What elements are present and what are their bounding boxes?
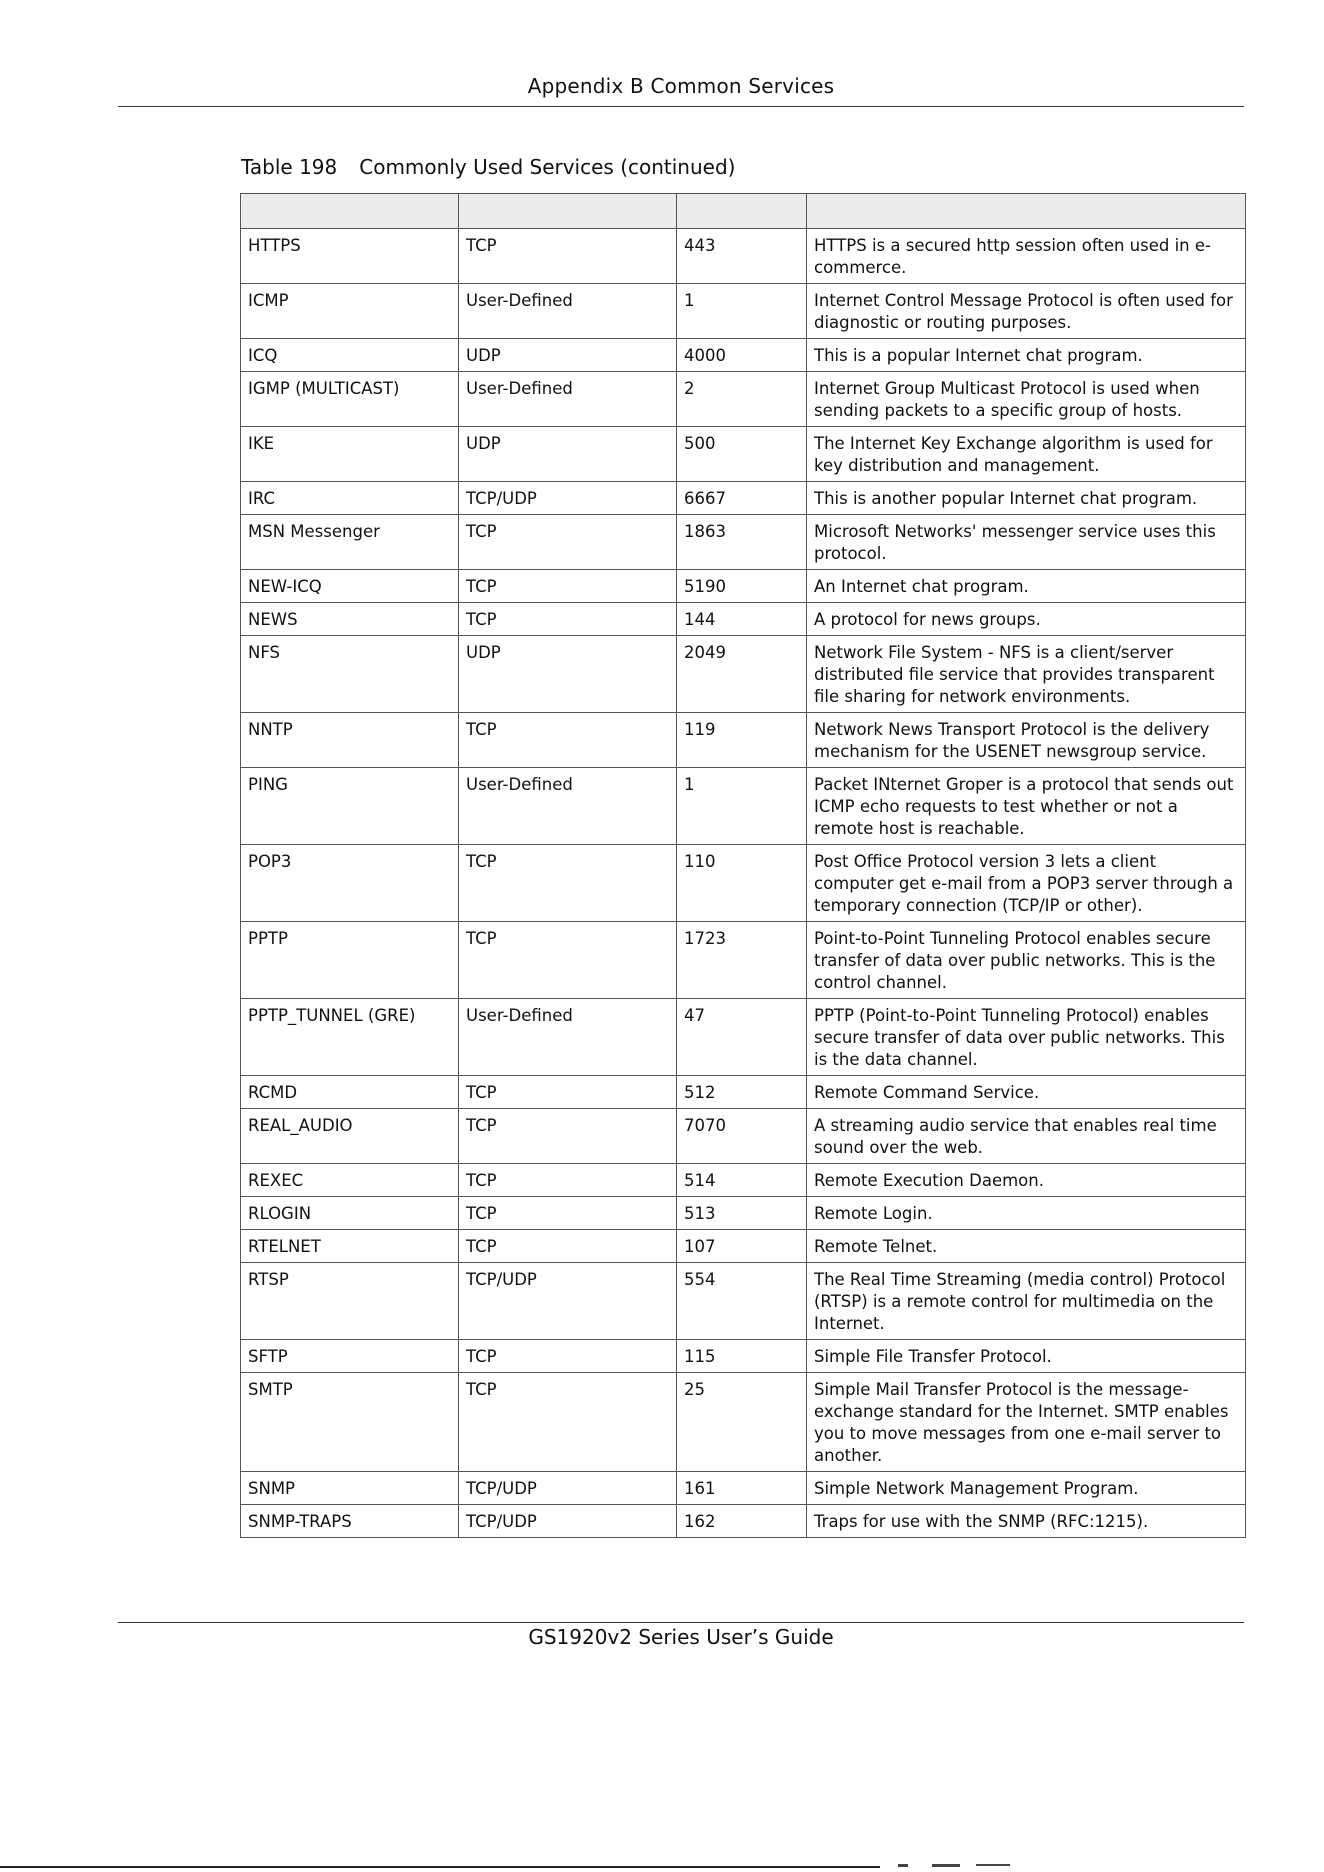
cell-port: 1	[677, 768, 807, 845]
column-header-description	[807, 194, 1246, 229]
cell-protocol: User-Defined	[459, 999, 677, 1076]
cell-description: PPTP (Point-to-Point Tunneling Protocol) enables secure transfer of data over public networks. This is the data channel.	[807, 999, 1246, 1076]
cell-port: 162	[677, 1505, 807, 1538]
cell-description: This is another popular Internet chat program.	[807, 482, 1246, 515]
cell-port: 512	[677, 1076, 807, 1109]
table-number: Table 198	[241, 155, 338, 179]
page-header: Appendix B Common Services	[527, 74, 835, 98]
header-divider	[118, 106, 1244, 107]
cell-name: RLOGIN	[241, 1197, 459, 1230]
cell-name: RCMD	[241, 1076, 459, 1109]
cell-name: NFS	[241, 636, 459, 713]
cell-description: Post Office Protocol version 3 lets a client computer get e-mail from a POP3 server through a temporary connection (TCP/IP or other).	[807, 845, 1246, 922]
table-row	[241, 636, 1246, 713]
table-row	[241, 1505, 1246, 1538]
cell-port: 514	[677, 1164, 807, 1197]
cell-description: Network File System - NFS is a client/server distributed file service that provides transparent file sharing for network environments.	[807, 636, 1246, 713]
cell-protocol: TCP	[459, 1109, 677, 1164]
table-title: Commonly Used Services (continued)	[359, 155, 736, 179]
cell-protocol: TCP/UDP	[459, 1472, 677, 1505]
table-row	[241, 922, 1246, 999]
cell-description: Traps for use with the SNMP (RFC:1215).	[807, 1505, 1246, 1538]
services-table	[240, 193, 1246, 1538]
cell-protocol: TCP	[459, 1230, 677, 1263]
cell-protocol: User-Defined	[459, 284, 677, 339]
cell-protocol: UDP	[459, 427, 677, 482]
table-row	[241, 339, 1246, 372]
cell-name: NEWS	[241, 603, 459, 636]
cell-protocol: User-Defined	[459, 768, 677, 845]
cell-description: The Real Time Streaming (media control) Protocol (RTSP) is a remote control for multimedia on the Internet.	[807, 1263, 1246, 1340]
cell-name: MSN Messenger	[241, 515, 459, 570]
cell-port: 500	[677, 427, 807, 482]
cell-port: 1	[677, 284, 807, 339]
cell-port: 4000	[677, 339, 807, 372]
table-row	[241, 515, 1246, 570]
table-row	[241, 1076, 1246, 1109]
cell-protocol: TCP	[459, 1373, 677, 1472]
cell-name: IGMP (MULTICAST)	[241, 372, 459, 427]
cell-port: 107	[677, 1230, 807, 1263]
table-row	[241, 284, 1246, 339]
cell-port: 2049	[677, 636, 807, 713]
cell-protocol: TCP	[459, 515, 677, 570]
cell-description: A protocol for news groups.	[807, 603, 1246, 636]
cell-port: 443	[677, 229, 807, 284]
table-row	[241, 1197, 1246, 1230]
cell-protocol: TCP	[459, 570, 677, 603]
cell-protocol: TCP	[459, 1164, 677, 1197]
cell-port: 119	[677, 713, 807, 768]
cell-port: 1863	[677, 515, 807, 570]
footer-divider	[118, 1622, 1244, 1623]
cell-port: 5190	[677, 570, 807, 603]
cell-protocol: TCP	[459, 922, 677, 999]
cell-description: HTTPS is a secured http session often used in e-commerce.	[807, 229, 1246, 284]
cell-name: POP3	[241, 845, 459, 922]
cell-description: Packet INternet Groper is a protocol that sends out ICMP echo requests to test whether or not a remote host is reachable.	[807, 768, 1246, 845]
cell-port: 161	[677, 1472, 807, 1505]
cell-name: NNTP	[241, 713, 459, 768]
table-row	[241, 768, 1246, 845]
cell-name: IKE	[241, 427, 459, 482]
table-row	[241, 713, 1246, 768]
page-footer: GS1920v2 Series User’s Guide	[528, 1625, 834, 1649]
cell-port: 47	[677, 999, 807, 1076]
cell-name: SNMP-TRAPS	[241, 1505, 459, 1538]
table-row	[241, 427, 1246, 482]
cell-name: PING	[241, 768, 459, 845]
table-caption	[241, 155, 735, 179]
cell-description: Remote Command Service.	[807, 1076, 1246, 1109]
scan-artifact	[932, 1864, 960, 1867]
cell-description: Remote Telnet.	[807, 1230, 1246, 1263]
table-row	[241, 603, 1246, 636]
cell-name: RTSP	[241, 1263, 459, 1340]
table-row	[241, 482, 1246, 515]
table-row	[241, 1230, 1246, 1263]
cell-description: Simple File Transfer Protocol.	[807, 1340, 1246, 1373]
table-row	[241, 1472, 1246, 1505]
cell-description: The Internet Key Exchange algorithm is used for key distribution and management.	[807, 427, 1246, 482]
table-row	[241, 1164, 1246, 1197]
cell-port: 513	[677, 1197, 807, 1230]
cell-port: 115	[677, 1340, 807, 1373]
cell-name: IRC	[241, 482, 459, 515]
table-row	[241, 845, 1246, 922]
cell-name: PPTP	[241, 922, 459, 999]
cell-port: 6667	[677, 482, 807, 515]
cell-port: 144	[677, 603, 807, 636]
table-row	[241, 1263, 1246, 1340]
cell-name: HTTPS	[241, 229, 459, 284]
cell-port: 1723	[677, 922, 807, 999]
cell-description: Simple Network Management Program.	[807, 1472, 1246, 1505]
table-row	[241, 1340, 1246, 1373]
cell-name: RTELNET	[241, 1230, 459, 1263]
cell-protocol: UDP	[459, 339, 677, 372]
cell-port: 554	[677, 1263, 807, 1340]
cell-description: Internet Group Multicast Protocol is used when sending packets to a specific group of hosts.	[807, 372, 1246, 427]
cell-name: ICMP	[241, 284, 459, 339]
cell-description: Network News Transport Protocol is the delivery mechanism for the USENET newsgroup service.	[807, 713, 1246, 768]
cell-name: SNMP	[241, 1472, 459, 1505]
table-row	[241, 999, 1246, 1076]
cell-name: SFTP	[241, 1340, 459, 1373]
table-row	[241, 372, 1246, 427]
cell-protocol: TCP/UDP	[459, 1263, 677, 1340]
cell-description: Simple Mail Transfer Protocol is the message-exchange standard for the Internet. SMTP enables you to move messages from one e-mail server to another.	[807, 1373, 1246, 1472]
cell-name: SMTP	[241, 1373, 459, 1472]
cell-name: REXEC	[241, 1164, 459, 1197]
page-bottom-edge	[0, 1866, 880, 1868]
cell-description: This is a popular Internet chat program.	[807, 339, 1246, 372]
cell-protocol: TCP	[459, 845, 677, 922]
column-header-port	[677, 194, 807, 229]
cell-protocol: TCP/UDP	[459, 482, 677, 515]
cell-description: Remote Execution Daemon.	[807, 1164, 1246, 1197]
cell-protocol: UDP	[459, 636, 677, 713]
cell-port: 110	[677, 845, 807, 922]
cell-protocol: TCP	[459, 1076, 677, 1109]
cell-description: An Internet chat program.	[807, 570, 1246, 603]
cell-port: 25	[677, 1373, 807, 1472]
cell-description: A streaming audio service that enables real time sound over the web.	[807, 1109, 1246, 1164]
column-header-name	[241, 194, 459, 229]
scan-artifact	[976, 1864, 1010, 1866]
cell-protocol: TCP	[459, 713, 677, 768]
table-row	[241, 1373, 1246, 1472]
cell-name: NEW-ICQ	[241, 570, 459, 603]
cell-protocol: TCP	[459, 1197, 677, 1230]
cell-name: REAL_AUDIO	[241, 1109, 459, 1164]
table-header-row	[241, 194, 1246, 229]
cell-description: Point-to-Point Tunneling Protocol enables secure transfer of data over public networks. This is the control channel.	[807, 922, 1246, 999]
column-header-protocol	[459, 194, 677, 229]
cell-protocol: User-Defined	[459, 372, 677, 427]
cell-description: Remote Login.	[807, 1197, 1246, 1230]
cell-port: 2	[677, 372, 807, 427]
table-row	[241, 1109, 1246, 1164]
cell-name: ICQ	[241, 339, 459, 372]
scan-artifact	[898, 1864, 908, 1867]
cell-description: Internet Control Message Protocol is often used for diagnostic or routing purposes.	[807, 284, 1246, 339]
cell-port: 7070	[677, 1109, 807, 1164]
cell-protocol: TCP/UDP	[459, 1505, 677, 1538]
cell-protocol: TCP	[459, 229, 677, 284]
cell-protocol: TCP	[459, 1340, 677, 1373]
table-row	[241, 229, 1246, 284]
table-row	[241, 570, 1246, 603]
cell-name: PPTP_TUNNEL (GRE)	[241, 999, 459, 1076]
cell-description: Microsoft Networks' messenger service uses this protocol.	[807, 515, 1246, 570]
cell-protocol: TCP	[459, 603, 677, 636]
table-body	[241, 229, 1246, 1538]
